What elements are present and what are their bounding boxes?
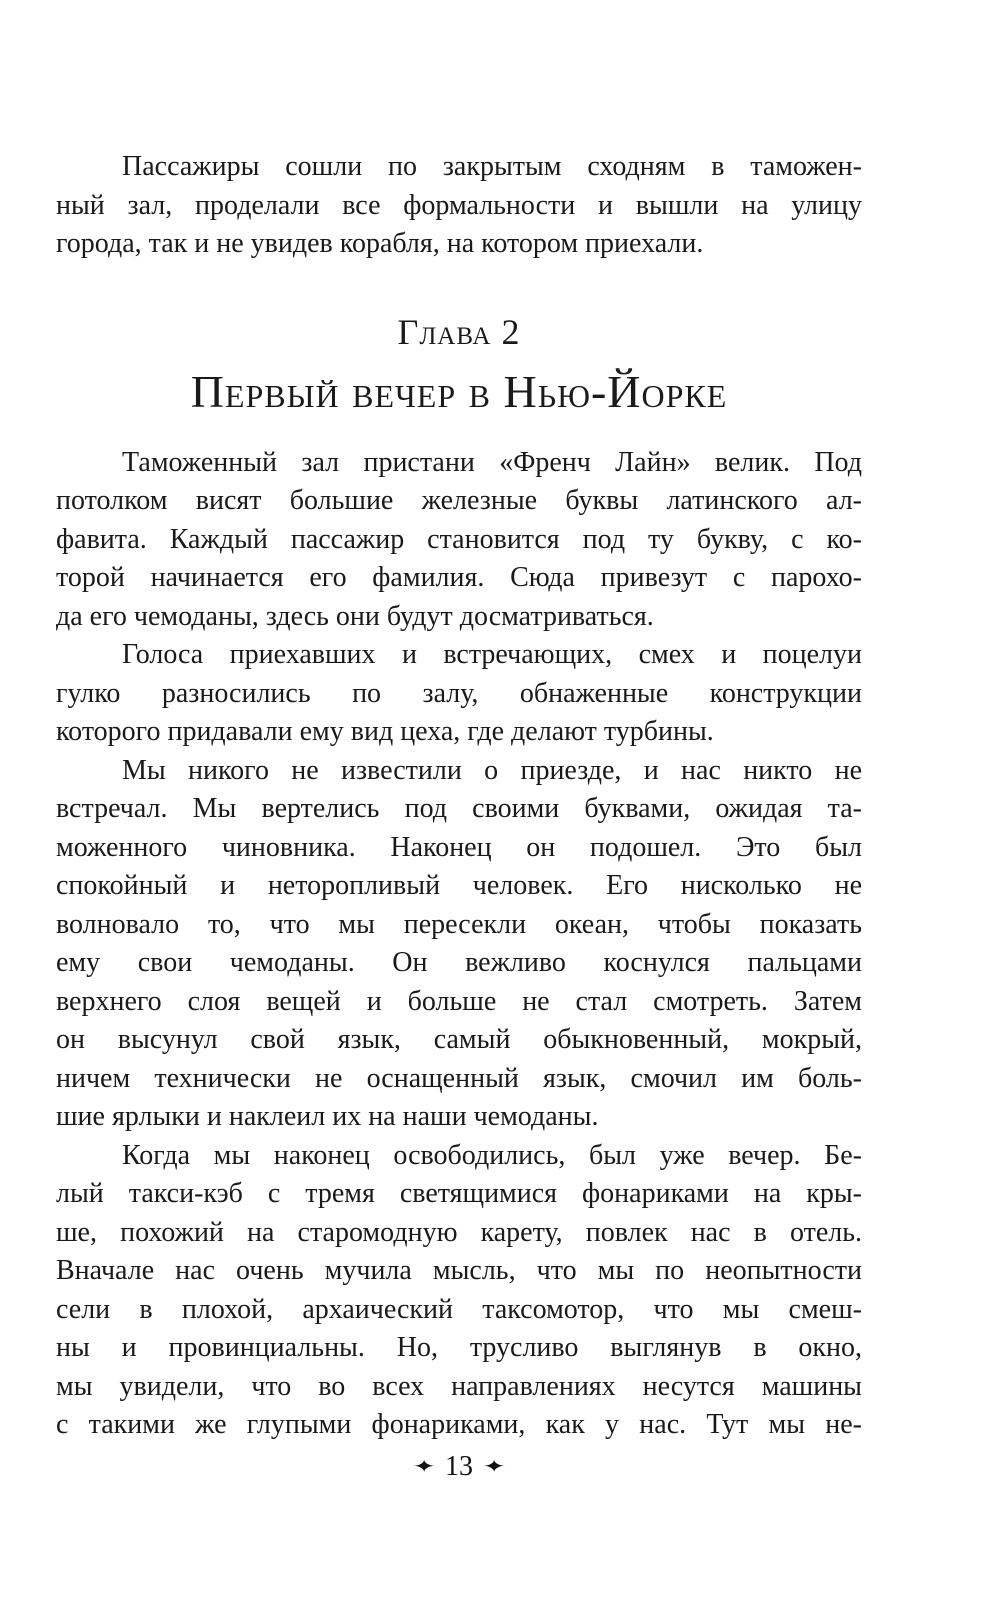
text-line: с такими же глупыми фонариками, как у нас. Тут мы не-: [56, 1409, 862, 1440]
paragraph: [56, 1137, 862, 1445]
text-line: торой начинается его фамилия. Сюда привезут с парохо-: [56, 562, 862, 593]
text-line: Когда мы наконец освободились, был уже вечер. Бе-: [122, 1139, 862, 1171]
text-line: встречал. Мы вертелись под своими буквами, ожидая та-: [56, 793, 862, 824]
text-line: ему свои чемоданы. Он вежливо коснулся пальцами: [56, 947, 862, 978]
text-line: Мы никого не известили о приезде, и нас никто не: [122, 754, 862, 786]
text-line: ше, похожий на старомодную карету, повлек нас в отель.: [56, 1216, 862, 1248]
intro-paragraph: [56, 148, 862, 264]
text-line: потолком висят большие железные буквы латинского ал-: [56, 485, 862, 516]
text-line: которого придавали ему вид цеха, где делают турбины.: [56, 716, 714, 747]
text-line: гулко разносились по залу, обнаженные конструкции: [56, 677, 862, 709]
text-line: шие ярлыки и наклеил их на наши чемоданы.: [56, 1101, 599, 1132]
text-line: сели в плохой, архаический таксомотор, что мы смеш-: [56, 1293, 862, 1325]
text-line: он высунул свой язык, самый обыкновенный, мокрый,: [56, 1024, 862, 1055]
text-line: спокойный и неторопливый человек. Его нисколько не: [56, 870, 862, 901]
chapter-body: [56, 444, 862, 1445]
text-line: Таможенный зал пристани «Френч Лайн» велик. Под: [122, 446, 862, 478]
text-line: верхнего слоя вещей и больше не стал смотреть. Затем: [56, 985, 862, 1017]
paragraph: [56, 636, 862, 752]
text-line: Голоса приехавших и встречающих, смех и поцелуи: [122, 639, 862, 670]
text-line: да его чемоданы, здесь они будут досматриваться.: [56, 600, 654, 632]
paragraph: [56, 752, 862, 1137]
chapter-number-heading: Глава 2: [397, 311, 521, 352]
text-column: [56, 148, 862, 1445]
text-line: волновало то, что мы пересекли океан, чтобы показать: [56, 908, 862, 940]
text-line: ный зал, проделали все формальности и вышли на улицу: [56, 189, 862, 221]
text-line: ны и провинциальны. Но, трусливо выглянув в окно,: [56, 1332, 862, 1363]
text-line: ничем технически не оснащенный язык, смочил им боль-: [56, 1062, 862, 1094]
diamond-ornament-icon: ✦: [411, 1457, 436, 1477]
text-line: города, так и не увидев корабля, на котором приехали.: [56, 228, 704, 259]
chapter-title-heading: Первый вечер в Нью-Йорке: [190, 365, 728, 417]
page-footer: [56, 1448, 862, 1489]
text-line: Вначале нас очень мучила мысль, что мы по неопытности: [56, 1255, 862, 1286]
paragraph: [56, 444, 862, 637]
page-number: 13: [445, 1451, 473, 1482]
text-line: фавита. Каждый пассажир становится под ту букву, с ко-: [56, 523, 862, 555]
text-line: мы увидели, что во всех направлениях несутся машины: [56, 1370, 862, 1402]
text-line: Пассажиры сошли по закрытым сходням в таможен-: [122, 151, 862, 182]
text-line: моженного чиновника. Наконец он подошел. Это был: [56, 831, 862, 863]
text-line: лый такси-кэб с тремя светящимися фонариками на кры-: [56, 1178, 862, 1209]
diamond-ornament-icon: ✦: [482, 1457, 507, 1477]
